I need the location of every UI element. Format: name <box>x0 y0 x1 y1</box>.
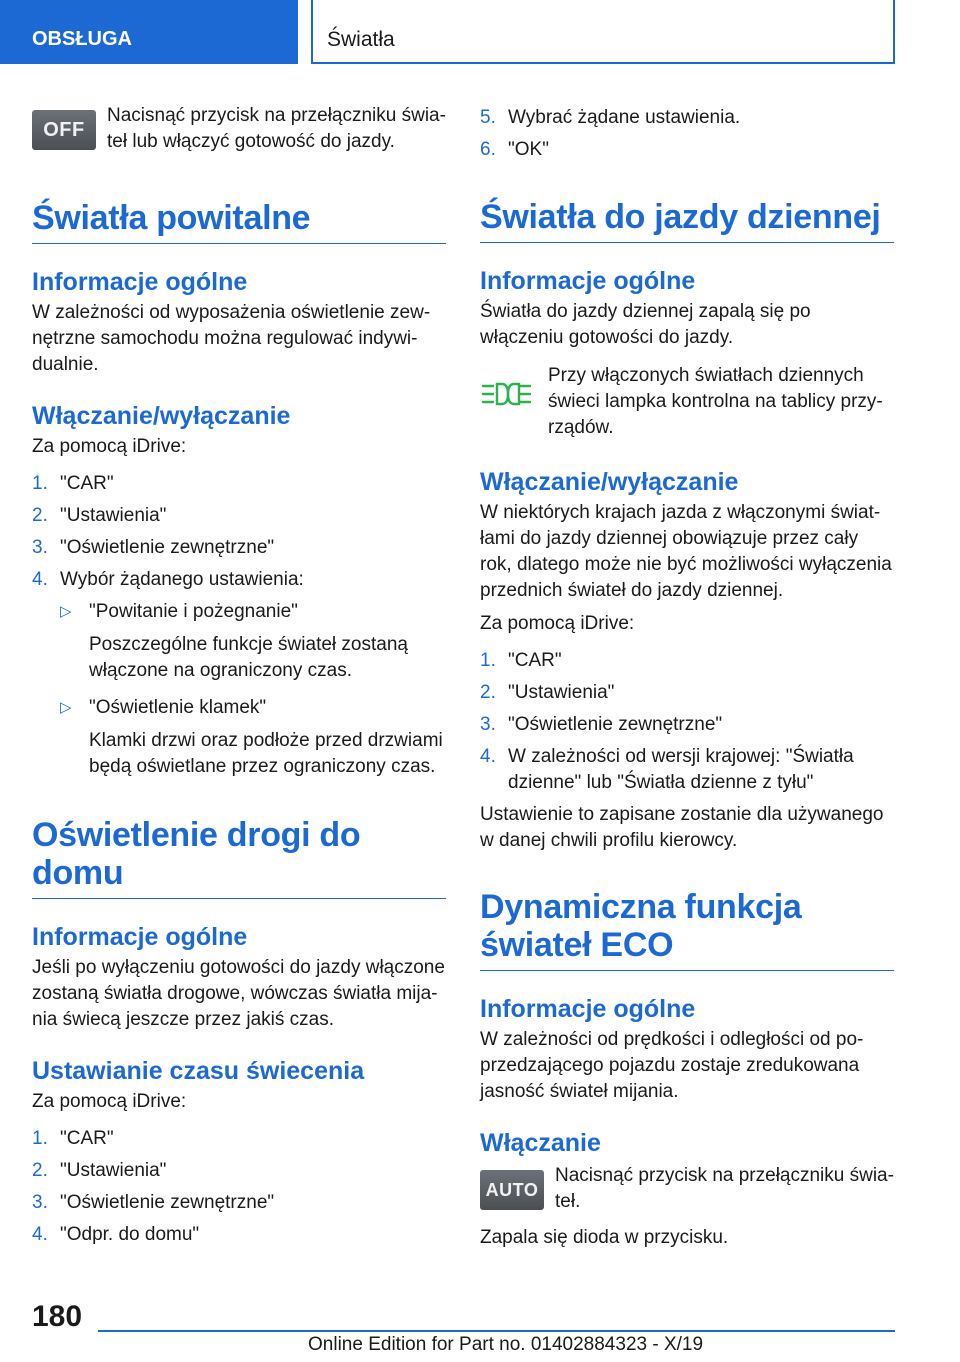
list-item: 4. "Odpr. do domu" <box>32 1224 200 1245</box>
list-item: 1. "CAR" <box>480 650 562 671</box>
drl-onoff-text: W niektórych krajach jazda z włączonymi światłami do jazdy dziennej obowiązuje przez cały rok, dlatego może nie być możliwości wyłączenia przednich świateł do jazdy dziennej. <box>480 502 892 601</box>
footer-divider <box>98 1330 895 1332</box>
auto-button-icon: AUTO <box>480 1170 544 1210</box>
continued-steps <box>480 102 894 166</box>
welcome-option-desc: Poszczególne funkcje świateł zostaną włączone na ograniczony czas. <box>89 634 408 681</box>
welcome-steps <box>32 468 446 596</box>
home-via: Za pomocą iDrive: <box>32 1091 187 1112</box>
list-item: 1. "CAR" <box>32 473 114 494</box>
list-item: 6. "OK" <box>480 139 549 160</box>
welcome-option: ▷ "Powitanie i pożegnanie" <box>32 596 446 628</box>
drl-indicator <box>480 363 894 441</box>
drl-onoff-heading: Włączanie/wyłączanie <box>480 468 739 496</box>
drl-info-heading: Informacje ogólne <box>480 267 696 295</box>
welcome-option: ▷ "Oświetlenie klamek" <box>32 692 446 724</box>
triangle-bullet-icon: ▷ <box>60 603 72 620</box>
drl-indicator-text: Przy włączonych światłach dziennych świeci lampka kontrolna na tablicy przyrządów. <box>548 365 883 438</box>
drl-indicator-icon <box>480 379 532 409</box>
off-button-icon: OFF <box>32 110 96 150</box>
eco-info-heading: Informacje ogólne <box>480 995 696 1023</box>
drl-via: Za pomocą iDrive: <box>480 613 635 634</box>
section-title-eco: Dynamiczna funkcja świateł ECO <box>480 888 894 971</box>
welcome-option-desc: Klamki drzwi oraz podłoże przed drzwiami będą oświetlane przez ograniczony czas. <box>89 730 443 777</box>
list-item: 1. "CAR" <box>32 1128 114 1149</box>
auto-text: Nacisnąć przycisk na przełączniku świateł. <box>555 1165 894 1212</box>
welcome-via: Za pomocą iDrive: <box>32 436 187 457</box>
drl-info-text: Światła do jazdy dziennej zapalą się po włączeniu gotowości do jazdy. <box>480 301 811 348</box>
list-item: 2. "Ustawienia" <box>480 682 615 703</box>
page-number: 180 <box>32 1300 83 1333</box>
home-info-text: Jeśli po wyłączeniu gotowości do jazdy włączone zostaną światła drogowe, wówczas światła mijania świecą jeszcze przez jakiś czas. <box>32 957 445 1030</box>
auto-instruction <box>480 1160 894 1215</box>
home-set-heading: Ustawianie czasu świecenia <box>32 1057 365 1085</box>
section-title-welcome: Światła powitalne <box>32 199 446 244</box>
footer-edition: Online Edition for Part no. 01402884323 - X/19 <box>308 1334 704 1355</box>
eco-info-text: W zależności od prędkości i odległości od poprzedzającego pojazdu zostaje zredukowana jasność świateł mijania. <box>480 1029 864 1102</box>
list-item: 2. "Ustawienia" <box>32 505 167 526</box>
page-header-title: Światła <box>311 0 895 64</box>
triangle-bullet-icon: ▷ <box>60 699 72 716</box>
left-column <box>32 100 446 1251</box>
drl-steps <box>480 645 894 799</box>
drl-saved-text: Ustawienie to zapisane zostanie dla używanego w danej chwili profilu kierowcy. <box>480 804 884 851</box>
list-item: 3. "Oświetlenie zewnętrzne" <box>32 1192 275 1213</box>
section-title-drl: Światła do jazdy dziennej <box>480 198 894 243</box>
list-item: 5. Wybrać żądane ustawienia. <box>480 107 741 128</box>
welcome-onoff-heading: Włączanie/wyłączanie <box>32 402 291 430</box>
right-column <box>480 100 894 1251</box>
list-item: 3. "Oświetlenie zewnętrzne" <box>32 537 275 558</box>
list-item: 2. "Ustawienia" <box>32 1160 167 1181</box>
eco-on-heading: Włączanie <box>480 1129 601 1157</box>
off-text: Nacisnąć przycisk na przełączniku świateł lub włączyć gotowość do jazdy. <box>107 105 446 152</box>
home-info-heading: Informacje ogólne <box>32 923 248 951</box>
led-text: Zapala się dioda w przycisku. <box>480 1227 729 1248</box>
off-instruction <box>32 100 446 155</box>
section-tab: OBSŁUGA <box>0 0 298 64</box>
list-item: 3. "Oświetlenie zewnętrzne" <box>480 714 723 735</box>
list-item: 4. W zależności od wersji krajowej: "Światła dzienne" lub "Światła dzienne z tyłu" <box>480 746 854 793</box>
home-steps <box>32 1123 446 1251</box>
welcome-info-text: W zależności od wyposażenia oświetlenie zewnętrzne samochodu można regulować indywidualnie. <box>32 302 431 375</box>
welcome-info-heading: Informacje ogólne <box>32 268 248 296</box>
section-title-home: Oświetlenie drogi do domu <box>32 816 446 899</box>
list-item: 4. Wybór żądanego ustawienia: <box>32 569 304 590</box>
